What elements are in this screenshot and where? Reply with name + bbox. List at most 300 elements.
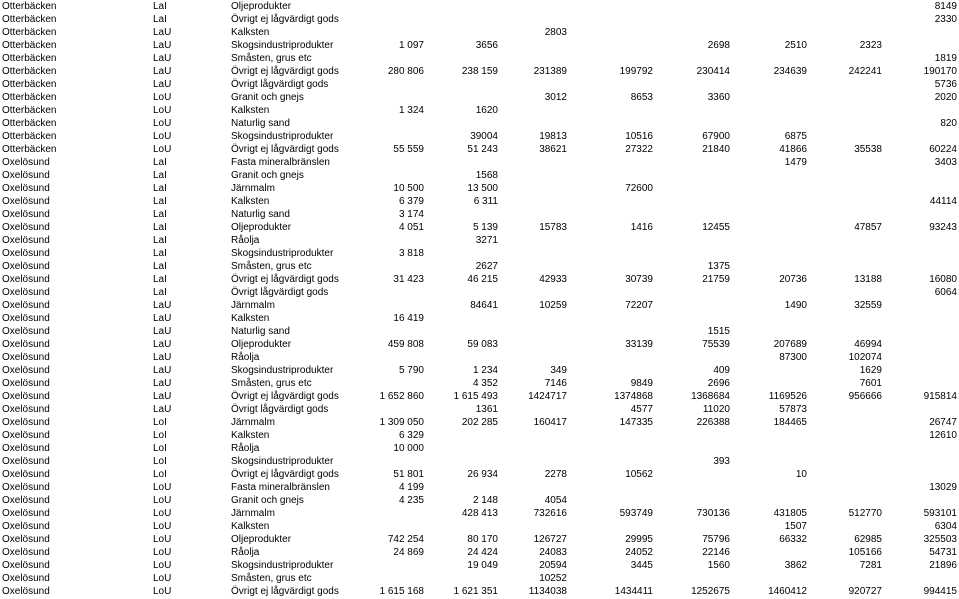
value-cell: 35538: [854, 144, 882, 155]
commodity-cell: Övrigt lågvärdigt gods: [231, 404, 329, 415]
value-cell: 24083: [539, 547, 567, 558]
value-cell: 27322: [625, 144, 653, 155]
value-cell: 3445: [630, 560, 653, 571]
port-cell: Oxelösund: [2, 404, 50, 415]
value-cell: 1 615 168: [379, 586, 424, 597]
value-cell: 2803: [544, 27, 567, 38]
value-cell: 29995: [625, 534, 653, 545]
route-type-cell: LaU: [153, 404, 172, 415]
value-cell: 42933: [539, 274, 567, 285]
table-row: [0, 546, 959, 559]
value-cell: 26747: [929, 417, 957, 428]
value-cell: 593101: [923, 508, 957, 519]
commodity-cell: Råolja: [231, 443, 260, 454]
value-cell: 4 051: [398, 222, 424, 233]
value-cell: 1620: [475, 105, 498, 116]
commodity-cell: Kalksten: [231, 105, 270, 116]
table-row: [0, 104, 959, 117]
value-cell: 72207: [625, 300, 653, 311]
table-row: [0, 585, 959, 598]
value-cell: 6 329: [398, 430, 424, 441]
commodity-cell: Skogsindustriprodukter: [231, 365, 334, 376]
value-cell: 4 199: [398, 482, 424, 493]
value-cell: 1416: [630, 222, 653, 233]
table-row: [0, 195, 959, 208]
commodity-cell: Skogsindustriprodukter: [231, 456, 334, 467]
table-row: [0, 65, 959, 78]
value-cell: 459 808: [387, 339, 424, 350]
value-cell: 7281: [859, 560, 882, 571]
table-row: [0, 117, 959, 130]
value-cell: 1374868: [614, 391, 653, 402]
port-cell: Oxelösund: [2, 326, 50, 337]
port-cell: Oxelösund: [2, 508, 50, 519]
value-cell: 1460412: [768, 586, 807, 597]
port-cell: Otterbäcken: [2, 66, 57, 77]
commodity-cell: Småsten, grus etc: [231, 573, 312, 584]
value-cell: 59 083: [467, 339, 498, 350]
value-cell: 102074: [848, 352, 882, 363]
value-cell: 1515: [707, 326, 730, 337]
table-row: [0, 572, 959, 585]
value-cell: 32559: [854, 300, 882, 311]
route-type-cell: LoU: [153, 482, 172, 493]
table-row: [0, 559, 959, 572]
value-cell: 3403: [934, 157, 957, 168]
table-row: [0, 13, 959, 26]
value-cell: 33139: [625, 339, 653, 350]
value-cell: 10516: [625, 131, 653, 142]
table-row: [0, 299, 959, 312]
commodity-cell: Oljeprodukter: [231, 222, 292, 233]
table-row: [0, 39, 959, 52]
value-cell: 2020: [934, 92, 957, 103]
commodity-cell: Övrigt ej lågvärdigt gods: [231, 469, 339, 480]
value-cell: 44114: [929, 196, 957, 207]
port-cell: Otterbäcken: [2, 14, 57, 25]
value-cell: 10562: [625, 469, 653, 480]
value-cell: 75539: [702, 339, 730, 350]
route-type-cell: LaU: [153, 352, 172, 363]
port-cell: Oxelösund: [2, 170, 50, 181]
value-cell: 46994: [854, 339, 882, 350]
value-cell: 51 801: [393, 469, 424, 480]
port-cell: Otterbäcken: [2, 27, 57, 38]
value-cell: 46 215: [467, 274, 498, 285]
port-cell: Oxelösund: [2, 339, 50, 350]
value-cell: 742 254: [387, 534, 424, 545]
value-cell: 55 559: [393, 144, 424, 155]
value-cell: 428 413: [461, 508, 498, 519]
route-type-cell: LoU: [153, 573, 172, 584]
value-cell: 38621: [539, 144, 567, 155]
port-cell: Otterbäcken: [2, 40, 57, 51]
value-cell: 1434411: [614, 586, 653, 597]
commodity-cell: Fasta mineralbränslen: [231, 482, 330, 493]
value-cell: 207689: [773, 339, 807, 350]
value-cell: 6 311: [473, 196, 498, 207]
commodity-cell: Järnmalm: [231, 417, 275, 428]
port-cell: Oxelösund: [2, 261, 50, 272]
table-row: [0, 208, 959, 221]
route-type-cell: LaI: [153, 183, 167, 194]
route-type-cell: LoU: [153, 118, 172, 129]
value-cell: 13188: [854, 274, 882, 285]
value-cell: 12610: [929, 430, 957, 441]
value-cell: 409: [713, 365, 730, 376]
route-type-cell: LaI: [153, 287, 167, 298]
route-type-cell: LoU: [153, 534, 172, 545]
value-cell: 1375: [707, 261, 730, 272]
port-cell: Oxelösund: [2, 365, 50, 376]
value-cell: 6875: [784, 131, 807, 142]
port-cell: Oxelösund: [2, 443, 50, 454]
route-type-cell: LoU: [153, 586, 172, 597]
port-cell: Oxelösund: [2, 274, 50, 285]
commodity-cell: Småsten, grus etc: [231, 53, 312, 64]
route-type-cell: LoI: [153, 469, 167, 480]
table-row: [0, 26, 959, 39]
value-cell: 10259: [539, 300, 567, 311]
value-cell: 15783: [539, 222, 567, 233]
port-cell: Oxelösund: [2, 482, 50, 493]
commodity-cell: Granit och gnejs: [231, 92, 304, 103]
route-type-cell: LoU: [153, 560, 172, 571]
port-cell: Otterbäcken: [2, 144, 57, 155]
table-row: [0, 78, 959, 91]
value-cell: 126727: [533, 534, 567, 545]
port-cell: Oxelösund: [2, 248, 50, 259]
route-type-cell: LoU: [153, 521, 172, 532]
value-cell: 147335: [619, 417, 653, 428]
value-cell: 1560: [707, 560, 730, 571]
route-type-cell: LaI: [153, 274, 167, 285]
route-type-cell: LoU: [153, 144, 172, 155]
port-cell: Oxelösund: [2, 196, 50, 207]
port-cell: Oxelösund: [2, 430, 50, 441]
route-type-cell: LaU: [153, 300, 172, 311]
route-type-cell: LaU: [153, 66, 172, 77]
port-cell: Oxelösund: [2, 547, 50, 558]
port-cell: Oxelösund: [2, 534, 50, 545]
route-type-cell: LaU: [153, 378, 172, 389]
table-row: [0, 221, 959, 234]
route-type-cell: LoU: [153, 508, 172, 519]
value-cell: 160417: [533, 417, 567, 428]
value-cell: 1629: [859, 365, 882, 376]
value-cell: 24 424: [467, 547, 498, 558]
table-row: [0, 156, 959, 169]
commodity-cell: Kalksten: [231, 430, 270, 441]
value-cell: 1 324: [398, 105, 424, 116]
port-cell: Otterbäcken: [2, 92, 57, 103]
value-cell: 7601: [859, 378, 882, 389]
commodity-cell: Järnmalm: [231, 183, 275, 194]
table-row: [0, 494, 959, 507]
commodity-cell: Kalksten: [231, 313, 270, 324]
value-cell: 57873: [779, 404, 807, 415]
value-cell: 1507: [784, 521, 807, 532]
commodity-cell: Skogsindustriprodukter: [231, 560, 334, 571]
value-cell: 190170: [923, 66, 957, 77]
value-cell: 593749: [619, 508, 653, 519]
table-row: [0, 507, 959, 520]
value-cell: 9849: [630, 378, 653, 389]
table-row: [0, 429, 959, 442]
value-cell: 26 934: [467, 469, 498, 480]
value-cell: 6 379: [398, 196, 424, 207]
port-cell: Oxelösund: [2, 560, 50, 571]
route-type-cell: LaU: [153, 339, 172, 350]
value-cell: 4577: [630, 404, 653, 415]
value-cell: 10 500: [393, 183, 424, 194]
value-cell: 2278: [544, 469, 567, 480]
route-type-cell: LaU: [153, 40, 172, 51]
value-cell: 3656: [475, 40, 498, 51]
value-cell: 431805: [773, 508, 807, 519]
port-cell: Oxelösund: [2, 378, 50, 389]
value-cell: 393: [713, 456, 730, 467]
value-cell: 21896: [929, 560, 957, 571]
value-cell: 1490: [784, 300, 807, 311]
value-cell: 10: [795, 469, 807, 480]
value-cell: 3 174: [398, 209, 424, 220]
port-cell: Oxelösund: [2, 313, 50, 324]
table-row: [0, 455, 959, 468]
table-row: [0, 312, 959, 325]
value-cell: 1 309 050: [379, 417, 424, 428]
route-type-cell: LaU: [153, 53, 172, 64]
route-type-cell: LaU: [153, 313, 172, 324]
table-row: [0, 416, 959, 429]
commodity-cell: Skogsindustriprodukter: [231, 131, 334, 142]
table-row: [0, 234, 959, 247]
table-row: [0, 533, 959, 546]
value-cell: 19 049: [467, 560, 498, 571]
table-row: [0, 182, 959, 195]
commodity-cell: Råolja: [231, 352, 260, 363]
port-cell: Oxelösund: [2, 300, 50, 311]
port-cell: Otterbäcken: [2, 131, 57, 142]
value-cell: 730136: [696, 508, 730, 519]
route-type-cell: LaU: [153, 326, 172, 337]
commodity-cell: Övrigt ej lågvärdigt gods: [231, 144, 339, 155]
value-cell: 202 285: [461, 417, 498, 428]
commodity-cell: Oljeprodukter: [231, 339, 292, 350]
value-cell: 4054: [544, 495, 567, 506]
table-row: [0, 390, 959, 403]
value-cell: 2627: [475, 261, 498, 272]
value-cell: 1424717: [528, 391, 567, 402]
port-cell: Oxelösund: [2, 183, 50, 194]
commodity-cell: Oljeprodukter: [231, 534, 292, 545]
value-cell: 1819: [934, 53, 957, 64]
commodity-cell: Kalksten: [231, 521, 270, 532]
value-cell: 2698: [707, 40, 730, 51]
route-type-cell: LoU: [153, 547, 172, 558]
port-cell: Oxelösund: [2, 209, 50, 220]
value-cell: 80 170: [467, 534, 498, 545]
port-cell: Oxelösund: [2, 521, 50, 532]
value-cell: 3862: [784, 560, 807, 571]
port-cell: Oxelösund: [2, 586, 50, 597]
route-type-cell: LoI: [153, 417, 167, 428]
value-cell: 3 818: [398, 248, 424, 259]
value-cell: 5 139: [472, 222, 498, 233]
value-cell: 226388: [696, 417, 730, 428]
route-type-cell: LaI: [153, 196, 167, 207]
value-cell: 1 234: [472, 365, 498, 376]
commodity-cell: Järnmalm: [231, 300, 275, 311]
table-row: [0, 338, 959, 351]
commodity-cell: Oljeprodukter: [231, 1, 292, 12]
commodity-cell: Skogsindustriprodukter: [231, 40, 334, 51]
value-cell: 11020: [702, 404, 730, 415]
value-cell: 994415: [923, 586, 957, 597]
value-cell: 54731: [929, 547, 957, 558]
port-cell: Otterbäcken: [2, 118, 57, 129]
value-cell: 349: [550, 365, 567, 376]
route-type-cell: LoU: [153, 92, 172, 103]
value-cell: 3360: [707, 92, 730, 103]
route-type-cell: LoU: [153, 495, 172, 506]
value-cell: 1568: [475, 170, 498, 181]
value-cell: 2510: [784, 40, 807, 51]
route-type-cell: LaI: [153, 235, 167, 246]
table-row: [0, 520, 959, 533]
value-cell: 72600: [625, 183, 653, 194]
value-cell: 1368684: [691, 391, 730, 402]
value-cell: 230414: [696, 66, 730, 77]
value-cell: 41866: [779, 144, 807, 155]
value-cell: 4 352: [472, 378, 498, 389]
value-cell: 8653: [630, 92, 653, 103]
value-cell: 956666: [848, 391, 882, 402]
value-cell: 184465: [773, 417, 807, 428]
commodity-cell: Övrigt ej lågvärdigt gods: [231, 66, 339, 77]
table-row: [0, 260, 959, 273]
route-type-cell: LoI: [153, 443, 167, 454]
value-cell: 280 806: [387, 66, 424, 77]
route-type-cell: LaU: [153, 391, 172, 402]
table-row: [0, 325, 959, 338]
route-type-cell: LoU: [153, 131, 172, 142]
port-cell: Oxelösund: [2, 157, 50, 168]
commodity-cell: Råolja: [231, 547, 260, 558]
value-cell: 12455: [702, 222, 730, 233]
table-row: [0, 0, 959, 13]
value-cell: 62985: [854, 534, 882, 545]
value-cell: 1 097: [398, 40, 424, 51]
value-cell: 93243: [929, 222, 957, 233]
value-cell: 16 419: [393, 313, 424, 324]
route-type-cell: LaI: [153, 261, 167, 272]
port-cell: Oxelösund: [2, 222, 50, 233]
commodity-cell: Övrigt ej lågvärdigt gods: [231, 586, 339, 597]
port-cell: Otterbäcken: [2, 1, 57, 12]
table-row: [0, 143, 959, 156]
commodity-cell: Övrigt lågvärdigt gods: [231, 79, 329, 90]
route-type-cell: LaU: [153, 27, 172, 38]
value-cell: 231389: [533, 66, 567, 77]
commodity-cell: Fasta mineralbränslen: [231, 157, 330, 168]
table-row: [0, 130, 959, 143]
commodity-cell: Kalksten: [231, 196, 270, 207]
value-cell: 31 423: [393, 274, 424, 285]
value-cell: 2330: [934, 14, 957, 25]
commodity-cell: Småsten, grus etc: [231, 378, 312, 389]
value-cell: 21759: [702, 274, 730, 285]
port-cell: Oxelösund: [2, 287, 50, 298]
value-cell: 10 000: [393, 443, 424, 454]
port-cell: Oxelösund: [2, 469, 50, 480]
table-row: [0, 52, 959, 65]
value-cell: 13 500: [467, 183, 498, 194]
table-row: [0, 247, 959, 260]
port-cell: Otterbäcken: [2, 79, 57, 90]
value-cell: 87300: [779, 352, 807, 363]
port-cell: Oxelösund: [2, 417, 50, 428]
table-row: [0, 364, 959, 377]
value-cell: 920727: [848, 586, 882, 597]
commodity-cell: Övrigt ej lågvärdigt gods: [231, 14, 339, 25]
commodity-cell: Råolja: [231, 235, 260, 246]
value-cell: 13029: [929, 482, 957, 493]
value-cell: 67900: [702, 131, 730, 142]
value-cell: 20594: [539, 560, 567, 571]
table-row: [0, 377, 959, 390]
value-cell: 22146: [702, 547, 730, 558]
route-type-cell: LoI: [153, 430, 167, 441]
value-cell: 39004: [470, 131, 498, 142]
value-cell: 234639: [773, 66, 807, 77]
commodity-cell: Småsten, grus etc: [231, 261, 312, 272]
value-cell: 8149: [934, 1, 957, 12]
value-cell: 1 615 493: [453, 391, 498, 402]
table-row: [0, 351, 959, 364]
value-cell: 820: [940, 118, 957, 129]
value-cell: 199792: [619, 66, 653, 77]
value-cell: 60224: [929, 144, 957, 155]
value-cell: 47857: [854, 222, 882, 233]
value-cell: 10252: [539, 573, 567, 584]
value-cell: 915814: [923, 391, 957, 402]
value-cell: 1134038: [528, 586, 567, 597]
value-cell: 242241: [848, 66, 882, 77]
commodity-cell: Naturlig sand: [231, 209, 290, 220]
port-cell: Oxelösund: [2, 573, 50, 584]
port-cell: Otterbäcken: [2, 53, 57, 64]
commodity-cell: Granit och gnejs: [231, 170, 304, 181]
value-cell: 4 235: [398, 495, 424, 506]
commodity-cell: Övrigt lågvärdigt gods: [231, 287, 329, 298]
table-row: [0, 169, 959, 182]
value-cell: 5736: [934, 79, 957, 90]
table-row: [0, 468, 959, 481]
table-row: [0, 91, 959, 104]
port-cell: Otterbäcken: [2, 105, 57, 116]
route-type-cell: LaI: [153, 157, 167, 168]
value-cell: 1169526: [768, 391, 807, 402]
port-cell: Oxelösund: [2, 456, 50, 467]
value-cell: 20736: [779, 274, 807, 285]
port-cell: Oxelösund: [2, 391, 50, 402]
value-cell: 105166: [848, 547, 882, 558]
route-type-cell: LaI: [153, 170, 167, 181]
value-cell: 5 790: [398, 365, 424, 376]
value-cell: 1361: [475, 404, 498, 415]
value-cell: 2 148: [472, 495, 498, 506]
